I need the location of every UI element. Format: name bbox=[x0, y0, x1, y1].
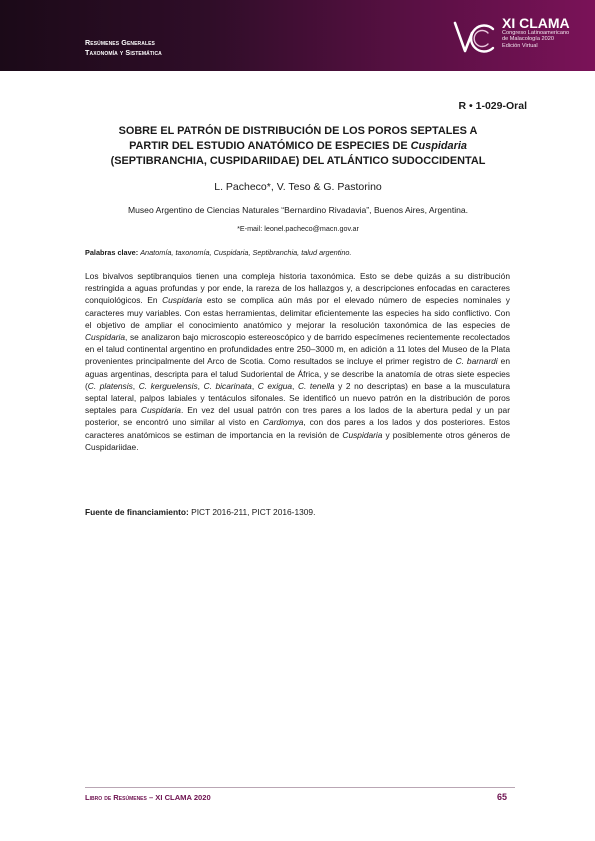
abstract-taxon: C. platensis bbox=[87, 380, 133, 391]
abstract-taxon: C. barnardi bbox=[455, 356, 498, 367]
funding-label: Fuente de financiamiento: bbox=[85, 507, 189, 517]
abstract-taxon: Cardiomya bbox=[262, 417, 304, 428]
logo-subtitle-3: Edición Virtual bbox=[502, 42, 538, 49]
abstract-taxon: Cuspidaria bbox=[140, 405, 181, 416]
abstract-text: , bbox=[132, 380, 139, 391]
keywords-label: Palabras clave: bbox=[85, 248, 139, 257]
funding bbox=[85, 507, 315, 517]
abstract-taxon: C. kerguelensis bbox=[138, 380, 198, 391]
abstract-text: Los bivalvos septibranquios tienen una compleja historia taxonómica. Esto se debe quizás a su distribución restringida a aguas profundas y por ende, la rareza de los hallazgos y, a descripciones enfocadas en caracteres conquiológicos. En bbox=[85, 271, 510, 306]
contact-email: *E-mail: leonel.pacheco@macn.gov.ar bbox=[237, 224, 359, 233]
abstract-text: . En vez del usual patrón con tres pares a los lados de la abertura pedal y un par posterior, se encontró uno similar al visto en bbox=[85, 405, 510, 428]
abstract-text: y posiblemente otros géneros de Cuspidariidae. bbox=[85, 429, 510, 452]
abstract-text: y 2 no descriptas) en base a la musculatura septal lateral, palpos labiales y tentáculos sifonales. Se identificó un nuevo patrón en la distribución de poros septales para bbox=[85, 380, 511, 416]
abstract-text: , con dos pares a los lados y dos posteriores. Estos caracteres anatómicos se estiman de importancia en la revisión de bbox=[85, 417, 510, 440]
abstract-taxon: Cuspidaria bbox=[85, 332, 126, 343]
affiliation: Museo Argentino de Ciencias Naturales “Bernardino Rivadavia”, Buenos Aires, Argentina. bbox=[127, 205, 469, 215]
abstract-text: , bbox=[251, 380, 258, 391]
title-genus: Cuspidaria bbox=[410, 140, 467, 153]
clama-logo-text bbox=[502, 16, 570, 49]
logo-subtitle-1: Congreso Latinoamericano bbox=[502, 30, 570, 36]
abstract-text: , bbox=[197, 380, 204, 391]
logo-title: XI CLAMA bbox=[502, 15, 570, 31]
abstract-body bbox=[85, 270, 510, 453]
section-label bbox=[85, 38, 162, 58]
clama-logo-icon bbox=[452, 17, 497, 57]
abstract-text: esto se complica aún más por el elevado número de especies nominales y caracteres muy variables. Con estas herramientas, delimitar eficientemente las especies ha sido conflictivo. Con el objetivo de ampliar el conocimiento anatómico y mejorar la resolución taxonómica de las especies de bbox=[85, 295, 510, 330]
funding-value: PICT 2016-211, PICT 2016-1309. bbox=[188, 507, 316, 517]
abstract-text: , bbox=[292, 380, 298, 391]
section-line-2: Taxonomía y Sistemática bbox=[85, 48, 162, 57]
abstract-taxon: C. bicarinata bbox=[203, 380, 252, 391]
title-line-2 bbox=[78, 139, 518, 154]
keywords bbox=[85, 248, 525, 257]
section-line-1: Resúmenes Generales bbox=[85, 38, 155, 47]
title-line-1: SOBRE EL PATRÓN DE DISTRIBUCIÓN DE LOS POROS SEPTALES A bbox=[118, 125, 478, 137]
abstract-text: en aguas argentinas, descripta para el talud Sudoriental de África, y se describe la anatomía de otras siete especies ( bbox=[85, 356, 510, 391]
page-header-banner bbox=[0, 0, 595, 71]
abstract-code: R • 1-029-Oral bbox=[458, 100, 527, 112]
logo-subtitle-2: de Malacología 2020 bbox=[502, 36, 554, 43]
abstract-text: , se analizaron bajo microscopio estereoscópico y de barrido especímenes recientemente recolectados en el talud continental argentino en profundidades entre 250–3000 m, en adición a 11 lotes del Museo de la Plata provenientes principalmente del Arco de Scotia. Como resultados se incluye el primer registro de bbox=[85, 332, 510, 367]
footer-divider bbox=[85, 787, 515, 788]
abstract-taxon: C. tenella bbox=[297, 380, 335, 391]
keywords-value: Anatomía, taxonomía, Cuspidaria, Septibranchia, talud argentino. bbox=[140, 248, 352, 257]
footer-book-title: Libro de Resúmenes – XI CLAMA 2020 bbox=[85, 793, 211, 802]
page-number: 65 bbox=[497, 792, 508, 802]
authors: L. Pacheco*, V. Teso & G. Pastorino bbox=[214, 181, 382, 193]
abstract-taxon: C exigua bbox=[257, 380, 293, 391]
title-line-2-text: PARTIR DEL ESTUDIO ANATÓMICO DE ESPECIES DE bbox=[129, 140, 411, 153]
abstract-title bbox=[78, 124, 518, 170]
abstract-taxon: Cuspidaria bbox=[162, 295, 203, 306]
title-line-3: (SEPTIBRANCHIA, CUSPIDARIIDAE) DEL ATLÁNTICO SUDOCCIDENTAL bbox=[110, 155, 486, 168]
abstract-taxon: Cuspidaria bbox=[342, 429, 383, 440]
